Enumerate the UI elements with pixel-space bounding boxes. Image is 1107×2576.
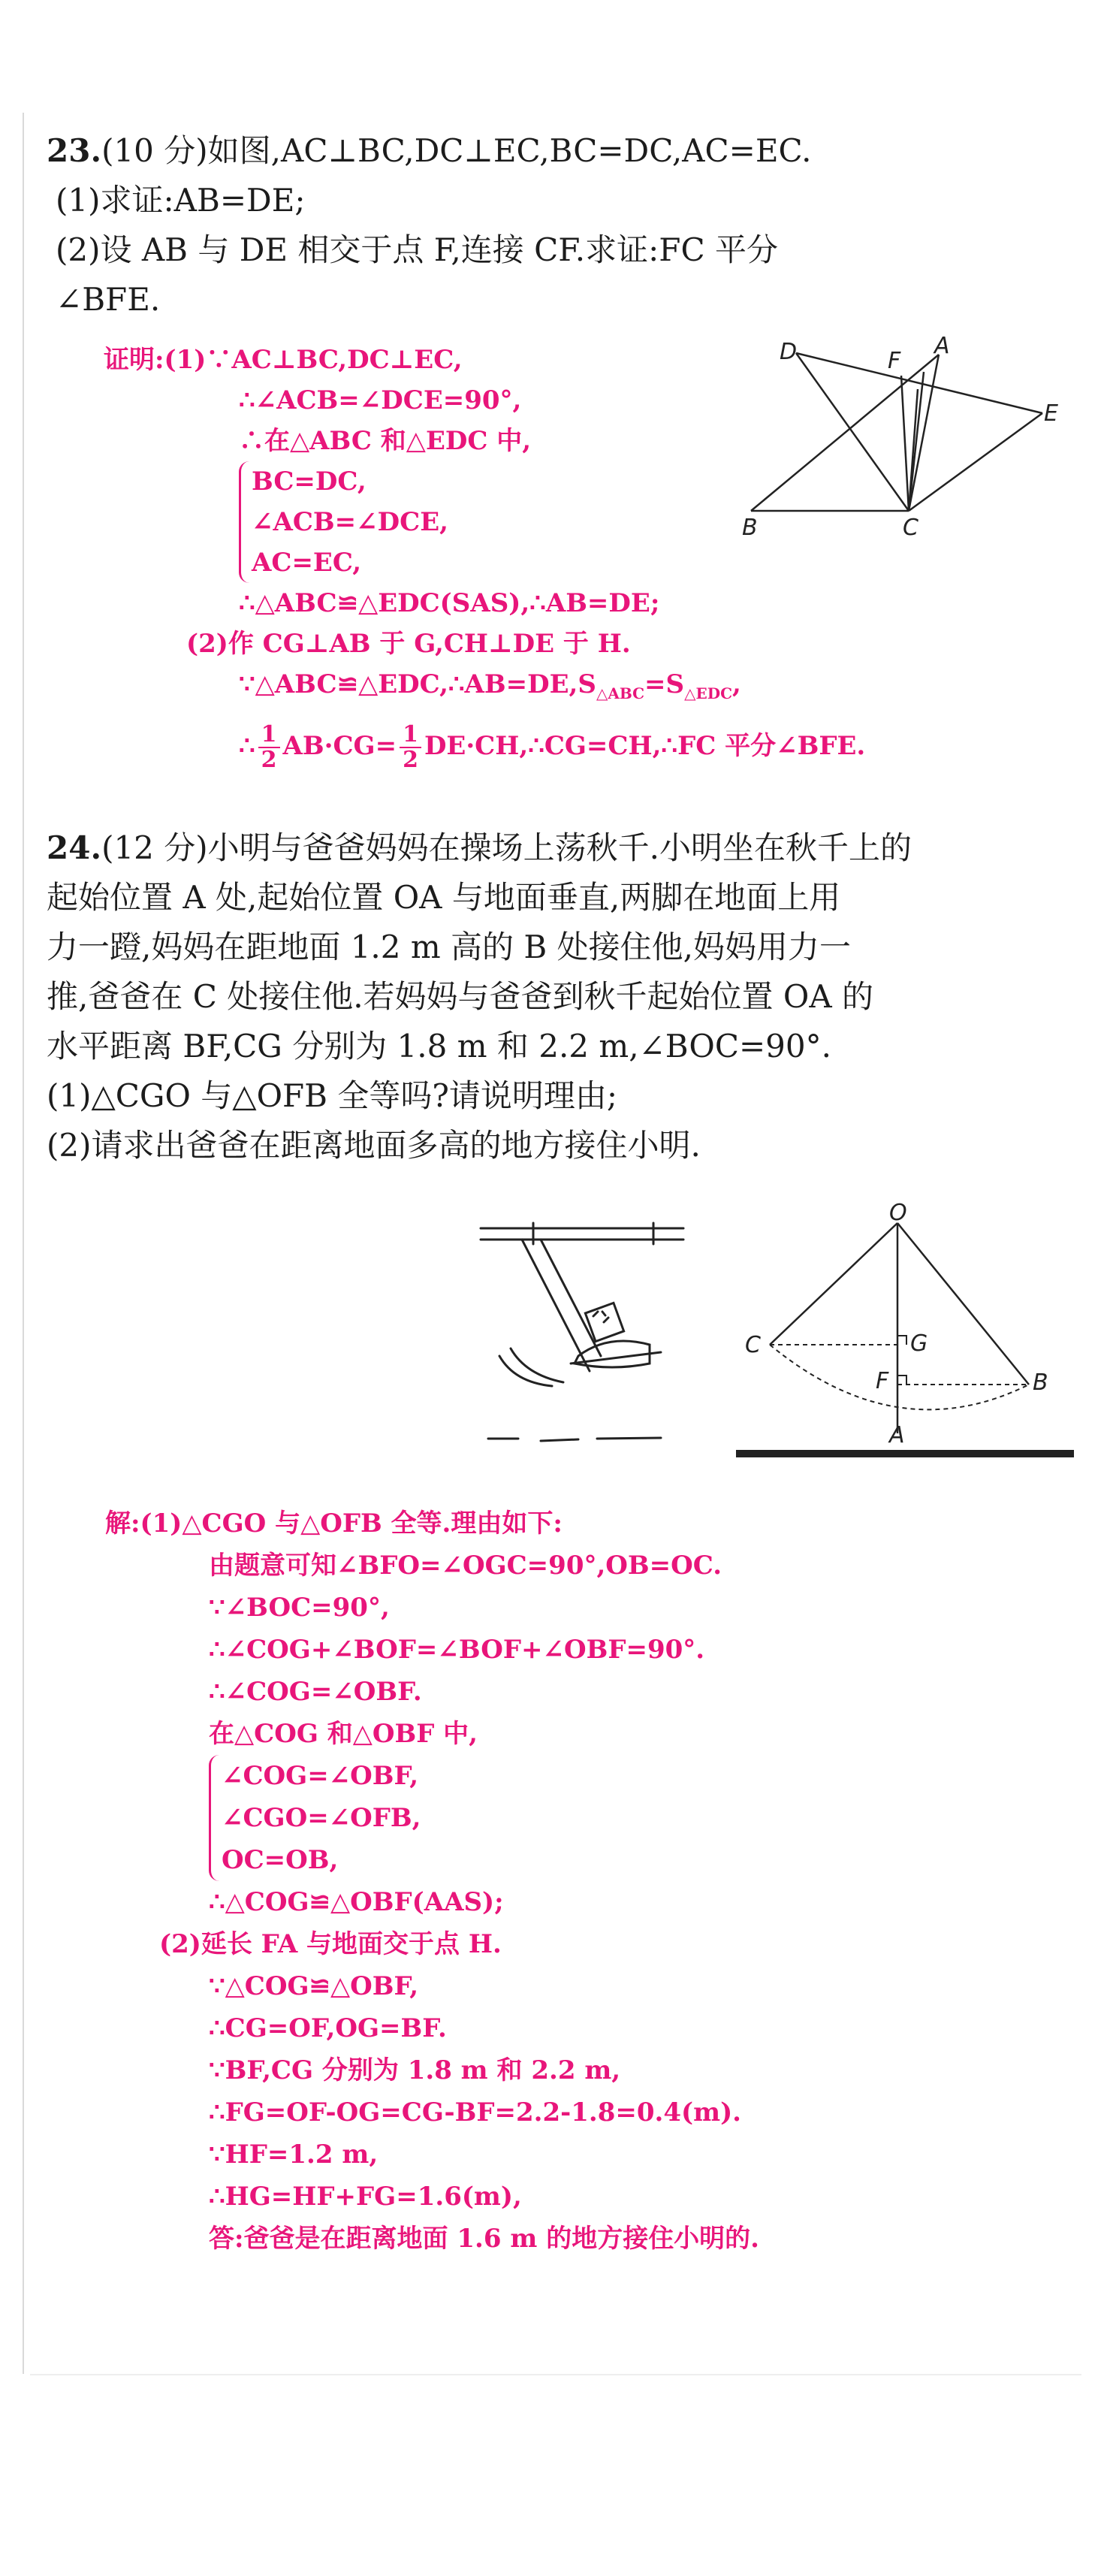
question-23-line-2: (1)求证:AB=DE; bbox=[56, 182, 306, 219]
question-24-line-7: (2)请求出爸爸在距离地面多高的地方接住小明. bbox=[47, 1127, 701, 1164]
question-24-line-5: 水平距离 BF,CG 分别为 1.8 m 和 2.2 m,∠BOC=90°. bbox=[47, 1028, 831, 1065]
question-23 bbox=[47, 126, 812, 325]
label-F: F bbox=[876, 1368, 889, 1394]
label-A: A bbox=[934, 333, 950, 359]
answer-line: 解:(1)△CGO 与△OFB 全等.理由如下: bbox=[105, 1508, 563, 1539]
figure-23 bbox=[721, 331, 1058, 541]
label-C: C bbox=[745, 1332, 761, 1358]
answer-line: ∵∠BOC=90°, bbox=[209, 1593, 390, 1623]
answer-24 bbox=[105, 1502, 759, 2260]
question-number: 23. bbox=[47, 132, 102, 169]
question-24-line-1: 24.(12 分)小明与爸爸妈妈在操场上荡秋千.小明坐在秋千上的 bbox=[47, 829, 912, 866]
answer-line: ∴∠ACB=∠DCE=90°, bbox=[239, 385, 522, 415]
answer-line: ∴∠COG=∠OBF. bbox=[209, 1677, 422, 1707]
answer-line: ∴HG=HF+FG=1.6(m), bbox=[209, 2182, 522, 2212]
page-bottom-rule bbox=[30, 2374, 1081, 2375]
answer-line: $\because\triangle ABC≌\triangle EDC,\therefore AB=DE,S_{\triangle ABC}=S_{\triangle EDC}$, bbox=[239, 669, 741, 702]
answer-line: ∴在△ABC 和△EDC 中, bbox=[239, 426, 532, 456]
equation-system bbox=[209, 1755, 759, 1881]
answer-line: (2)作 CG⊥AB 于 G,CH⊥DE 于 H. bbox=[186, 629, 631, 659]
label-A: A bbox=[889, 1422, 905, 1448]
condition: ∠COG=∠OBF, bbox=[222, 1761, 419, 1791]
condition: AC=EC, bbox=[252, 548, 362, 578]
label-C: C bbox=[903, 515, 918, 541]
fraction: $\frac{1}{2}$ bbox=[258, 723, 280, 772]
question-23-line-4: ∠BFE. bbox=[56, 281, 161, 318]
label-E: E bbox=[1044, 400, 1058, 427]
swing-illustration bbox=[466, 1217, 721, 1450]
answer-line: ∴FG=OF-OG=CG-BF=2.2-1.8=0.4(m). bbox=[209, 2097, 742, 2128]
answer-line: ∴ $\frac{1}{2}$ AB·CG= $\frac{1}{2}$ DE·CH,∴CG=CH,∴FC 平分∠BFE. bbox=[239, 721, 866, 773]
label-G: G bbox=[910, 1330, 928, 1357]
answer-line: ∴△ABC≌△EDC(SAS),∴AB=DE; bbox=[239, 588, 660, 618]
answer-line: 由题意可知∠BFO=∠OGC=90°,OB=OC. bbox=[209, 1551, 722, 1581]
page-edge bbox=[23, 113, 24, 2374]
answer-line: ∴CG=OF,OG=BF. bbox=[209, 2013, 447, 2043]
label-F: F bbox=[888, 348, 901, 374]
question-24 bbox=[47, 823, 912, 1170]
answer-line: 证明:(1)∵AC⊥BC,DC⊥EC, bbox=[104, 345, 463, 375]
label-B: B bbox=[1033, 1370, 1048, 1396]
answer-line: ∴∠COG+∠BOF=∠BOF+∠OBF=90°. bbox=[209, 1635, 705, 1665]
answer-line: ∴△COG≌△OBF(AAS); bbox=[209, 1887, 504, 1917]
condition: ∠ACB=∠DCE, bbox=[252, 507, 448, 537]
answer-line: ∵HF=1.2 m, bbox=[209, 2140, 379, 2170]
question-24-line-2: 起始位置 A 处,起始位置 OA 与地面垂直,两脚在地面上用 bbox=[47, 879, 841, 916]
question-24-line-4: 推,爸爸在 C 处接住他.若妈妈与爸爸到秋千起始位置 OA 的 bbox=[47, 978, 874, 1015]
answer-line: (2)延长 FA 与地面交于点 H. bbox=[159, 1929, 502, 1959]
question-24-line-3: 力一蹬,妈妈在距地面 1.2 m 高的 B 处接住他,妈妈用力一 bbox=[47, 929, 851, 965]
question-number: 24. bbox=[47, 829, 102, 866]
answer-line: ∵BF,CG 分别为 1.8 m 和 2.2 m, bbox=[209, 2055, 621, 2085]
condition: ∠CGO=∠OFB, bbox=[222, 1803, 421, 1833]
condition: OC=OB, bbox=[222, 1845, 339, 1875]
figure-24 bbox=[728, 1202, 1081, 1472]
answer-line: 答:爸爸是在距离地面 1.6 m 的地方接住小明的. bbox=[209, 2224, 760, 2254]
answer-line: 在△COG 和△OBF 中, bbox=[209, 1719, 478, 1749]
condition: BC=DC, bbox=[252, 467, 366, 497]
label-D: D bbox=[780, 339, 798, 365]
question-24-line-6: (1)△CGO 与△OFB 全等吗?请说明理由; bbox=[47, 1077, 618, 1114]
question-23-line-3: (2)设 AB 与 DE 相交于点 F,连接 CF.求证:FC 平分 bbox=[56, 231, 778, 268]
label-O: O bbox=[889, 1200, 907, 1226]
question-23-line-1: 23.(10 分)如图,AC⊥BC,DC⊥EC,BC=DC,AC=EC. bbox=[47, 132, 812, 169]
answer-line: ∵△COG≌△OBF, bbox=[209, 1971, 419, 2001]
label-B: B bbox=[742, 515, 758, 541]
fraction: $\frac{1}{2}$ bbox=[400, 723, 421, 772]
